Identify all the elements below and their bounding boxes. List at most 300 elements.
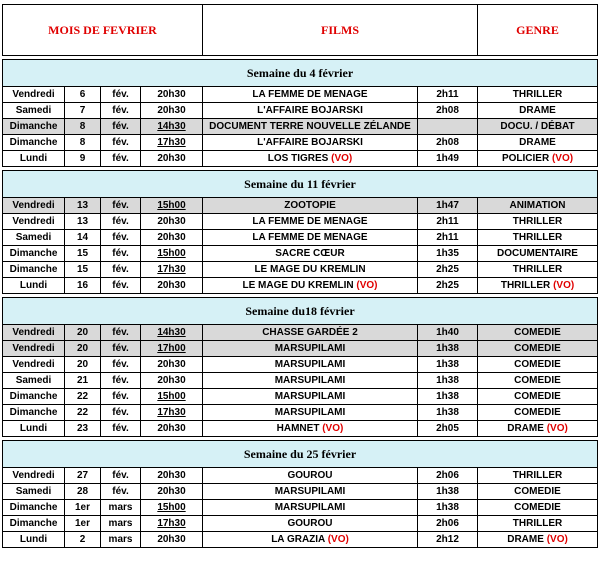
film-genre: COMEDIE xyxy=(514,390,561,402)
show-time: 15h00 xyxy=(157,501,186,513)
screening-row xyxy=(3,373,598,389)
duration-cell xyxy=(418,151,478,167)
time-cell xyxy=(141,262,203,278)
film-title: MARSUPILAMI xyxy=(274,406,346,418)
day-number: 15 xyxy=(76,263,89,275)
date-cell xyxy=(65,468,101,484)
duration-cell xyxy=(418,421,478,437)
film-title: CHASSE GARDÉE 2 xyxy=(262,326,358,338)
duration-cell xyxy=(418,341,478,357)
film-duration: 1h38 xyxy=(436,485,459,497)
film-duration: 2h12 xyxy=(436,533,459,545)
month-cell xyxy=(101,119,141,135)
day-name: Lundi xyxy=(19,422,48,434)
time-cell xyxy=(141,516,203,532)
month-cell xyxy=(101,373,141,389)
month-abbrev: fév. xyxy=(112,136,129,148)
time-cell xyxy=(141,151,203,167)
film-cell xyxy=(203,87,418,103)
day-name: Dimanche xyxy=(9,390,58,402)
film-genre: COMEDIE xyxy=(514,358,561,370)
genre-cell xyxy=(478,516,598,532)
screening-row xyxy=(3,262,598,278)
month-cell xyxy=(101,151,141,167)
film-title: LE MAGE DU KREMLIN xyxy=(254,263,366,275)
show-time: 17h00 xyxy=(157,342,186,354)
month-abbrev: fév. xyxy=(112,120,129,132)
day-number: 20 xyxy=(76,358,89,370)
time-cell xyxy=(141,468,203,484)
week-header-cell xyxy=(3,441,598,468)
screening-row xyxy=(3,119,598,135)
duration-cell xyxy=(418,405,478,421)
show-time: 14h30 xyxy=(157,120,186,132)
month-cell xyxy=(101,532,141,548)
month-abbrev: fév. xyxy=(112,390,129,402)
screening-row xyxy=(3,87,598,103)
screening-row xyxy=(3,532,598,548)
day-cell xyxy=(3,516,65,532)
film-cell xyxy=(203,325,418,341)
film-title: LE MAGE DU KREMLIN xyxy=(242,279,354,291)
day-name: Samedi xyxy=(15,485,52,497)
film-cell xyxy=(203,516,418,532)
duration-cell xyxy=(418,135,478,151)
film-cell xyxy=(203,214,418,230)
film-cell xyxy=(203,230,418,246)
date-cell xyxy=(65,246,101,262)
day-number: 13 xyxy=(76,215,89,227)
day-number: 22 xyxy=(76,406,89,418)
film-title: DOCUMENT TERRE NOUVELLE ZÉLANDE xyxy=(209,120,411,132)
day-cell xyxy=(3,135,65,151)
film-cell xyxy=(203,341,418,357)
month-cell xyxy=(101,516,141,532)
genre-cell xyxy=(478,357,598,373)
month-cell xyxy=(101,405,141,421)
duration-cell xyxy=(418,87,478,103)
time-cell xyxy=(141,230,203,246)
month-cell xyxy=(101,468,141,484)
date-cell xyxy=(65,214,101,230)
vo-badge: (VO) xyxy=(356,279,378,291)
film-genre: COMEDIE xyxy=(514,406,561,418)
day-number: 20 xyxy=(76,326,89,338)
month-abbrev: fév. xyxy=(112,231,129,243)
duration-cell xyxy=(418,468,478,484)
film-duration: 2h25 xyxy=(436,263,459,275)
genre-cell xyxy=(478,405,598,421)
film-cell xyxy=(203,151,418,167)
film-duration: 2h08 xyxy=(436,104,459,116)
show-time: 20h30 xyxy=(157,533,186,545)
film-title: MARSUPILAMI xyxy=(274,358,346,370)
screening-row xyxy=(3,325,598,341)
day-cell xyxy=(3,341,65,357)
day-number: 21 xyxy=(76,374,89,386)
day-cell xyxy=(3,421,65,437)
date-cell xyxy=(65,135,101,151)
day-number: 7 xyxy=(79,104,86,116)
month-cell xyxy=(101,262,141,278)
day-name: Dimanche xyxy=(9,406,58,418)
screening-row xyxy=(3,357,598,373)
week-header-cell xyxy=(3,298,598,325)
time-cell xyxy=(141,278,203,294)
day-cell xyxy=(3,373,65,389)
day-name: Dimanche xyxy=(9,501,58,513)
day-number: 13 xyxy=(76,199,89,211)
date-cell xyxy=(65,421,101,437)
date-cell xyxy=(65,230,101,246)
film-genre: COMEDIE xyxy=(514,501,561,513)
show-time: 20h30 xyxy=(157,231,186,243)
film-title: ZOOTOPIE xyxy=(284,199,336,211)
day-cell xyxy=(3,151,65,167)
film-genre: DOCUMENTAIRE xyxy=(497,247,578,259)
day-number: 1er xyxy=(74,517,90,529)
duration-cell xyxy=(418,278,478,294)
date-cell xyxy=(65,87,101,103)
film-cell xyxy=(203,405,418,421)
header-genre: GENRE xyxy=(516,23,559,37)
duration-cell xyxy=(418,500,478,516)
show-time: 17h30 xyxy=(157,136,186,148)
genre-cell xyxy=(478,532,598,548)
time-cell xyxy=(141,500,203,516)
time-cell xyxy=(141,341,203,357)
day-number: 8 xyxy=(79,136,86,148)
film-title: LA FEMME DE MENAGE xyxy=(252,88,368,100)
day-name: Lundi xyxy=(19,152,48,164)
film-cell xyxy=(203,389,418,405)
screening-row xyxy=(3,516,598,532)
genre-cell xyxy=(478,389,598,405)
month-abbrev: fév. xyxy=(112,104,129,116)
show-time: 15h00 xyxy=(157,247,186,259)
day-name: Vendredi xyxy=(12,199,55,211)
genre-cell xyxy=(478,262,598,278)
film-title: MARSUPILAMI xyxy=(274,485,346,497)
week-title: Semaine du 25 février xyxy=(243,446,357,461)
screening-row xyxy=(3,198,598,214)
month-abbrev: fév. xyxy=(112,199,129,211)
film-cell xyxy=(203,532,418,548)
month-abbrev: fév. xyxy=(112,279,129,291)
film-cell xyxy=(203,246,418,262)
duration-cell xyxy=(418,389,478,405)
week-header-cell xyxy=(3,171,598,198)
day-name: Vendredi xyxy=(12,215,55,227)
day-cell xyxy=(3,262,65,278)
month-cell xyxy=(101,198,141,214)
day-cell xyxy=(3,405,65,421)
show-time: 15h00 xyxy=(157,390,186,402)
header-genre-cell xyxy=(478,5,598,56)
month-abbrev: fév. xyxy=(112,342,129,354)
film-duration: 2h11 xyxy=(436,231,459,243)
film-title: SACRE CŒUR xyxy=(275,247,345,259)
day-cell xyxy=(3,214,65,230)
film-duration: 2h08 xyxy=(436,136,459,148)
genre-cell xyxy=(478,500,598,516)
day-number: 22 xyxy=(76,390,89,402)
day-name: Lundi xyxy=(19,279,48,291)
film-title: LOS TIGRES xyxy=(267,152,329,164)
film-genre: THRILLER xyxy=(512,469,563,481)
time-cell xyxy=(141,87,203,103)
date-cell xyxy=(65,373,101,389)
day-number: 2 xyxy=(79,533,86,545)
month-cell xyxy=(101,87,141,103)
time-cell xyxy=(141,119,203,135)
film-title: LA FEMME DE MENAGE xyxy=(252,215,368,227)
header-month: MOIS DE FEVRIER xyxy=(48,23,157,37)
show-time: 20h30 xyxy=(157,88,186,100)
date-cell xyxy=(65,516,101,532)
screening-row xyxy=(3,468,598,484)
genre-cell xyxy=(478,325,598,341)
film-title: HAMNET xyxy=(276,422,320,434)
month-abbrev: mars xyxy=(108,533,133,545)
screening-row xyxy=(3,421,598,437)
vo-badge: (VO) xyxy=(331,152,353,164)
film-cell xyxy=(203,119,418,135)
film-duration: 1h38 xyxy=(436,390,459,402)
day-name: Dimanche xyxy=(9,263,58,275)
time-cell xyxy=(141,532,203,548)
genre-cell xyxy=(478,230,598,246)
screening-row xyxy=(3,230,598,246)
film-duration: 1h38 xyxy=(436,342,459,354)
day-cell xyxy=(3,532,65,548)
day-name: Samedi xyxy=(15,104,52,116)
day-cell xyxy=(3,278,65,294)
duration-cell xyxy=(418,484,478,500)
screening-row xyxy=(3,151,598,167)
film-genre: THRILLER xyxy=(512,517,563,529)
day-number: 23 xyxy=(76,422,89,434)
day-name: Lundi xyxy=(19,533,48,545)
day-name: Samedi xyxy=(15,374,52,386)
screening-row xyxy=(3,405,598,421)
week-header-cell xyxy=(3,60,598,87)
screening-row xyxy=(3,246,598,262)
day-cell xyxy=(3,468,65,484)
genre-cell xyxy=(478,151,598,167)
header-films: FILMS xyxy=(321,23,360,37)
film-title: LA GRAZIA xyxy=(271,533,325,545)
genre-cell xyxy=(478,119,598,135)
duration-cell xyxy=(418,516,478,532)
programme-table xyxy=(2,4,598,548)
month-cell xyxy=(101,325,141,341)
day-name: Vendredi xyxy=(12,358,55,370)
film-genre: DRAME xyxy=(519,136,556,148)
month-cell xyxy=(101,214,141,230)
duration-cell xyxy=(418,357,478,373)
show-time: 14h30 xyxy=(157,326,186,338)
time-cell xyxy=(141,103,203,119)
duration-cell xyxy=(418,198,478,214)
date-cell xyxy=(65,484,101,500)
duration-cell xyxy=(418,230,478,246)
film-duration: 1h38 xyxy=(436,358,459,370)
genre-cell xyxy=(478,198,598,214)
day-number: 1er xyxy=(74,501,90,513)
month-cell xyxy=(101,484,141,500)
duration-cell xyxy=(418,103,478,119)
show-time: 17h30 xyxy=(157,517,186,529)
duration-cell xyxy=(418,119,478,135)
day-cell xyxy=(3,230,65,246)
date-cell xyxy=(65,405,101,421)
month-cell xyxy=(101,357,141,373)
film-genre: DRAME xyxy=(507,422,544,434)
vo-badge: (VO) xyxy=(322,422,344,434)
film-genre: THRILLER xyxy=(512,231,563,243)
date-cell xyxy=(65,500,101,516)
vo-badge: (VO) xyxy=(546,533,568,545)
show-time: 20h30 xyxy=(157,374,186,386)
film-title: MARSUPILAMI xyxy=(274,390,346,402)
genre-cell xyxy=(478,278,598,294)
month-abbrev: fév. xyxy=(112,263,129,275)
vo-badge: (VO) xyxy=(551,152,574,164)
screening-row xyxy=(3,103,598,119)
month-cell xyxy=(101,341,141,357)
film-genre: THRILLER xyxy=(512,215,563,227)
day-name: Dimanche xyxy=(9,517,58,529)
month-abbrev: fév. xyxy=(112,485,129,497)
time-cell xyxy=(141,357,203,373)
film-title: GOUROU xyxy=(287,517,333,529)
film-cell xyxy=(203,484,418,500)
day-number: 27 xyxy=(76,469,89,481)
genre-cell xyxy=(478,373,598,389)
film-cell xyxy=(203,373,418,389)
day-number: 20 xyxy=(76,342,89,354)
genre-cell xyxy=(478,87,598,103)
film-duration: 1h49 xyxy=(436,152,459,164)
month-abbrev: fév. xyxy=(112,422,129,434)
film-cell xyxy=(203,135,418,151)
film-genre: THRILLER xyxy=(512,88,563,100)
film-title: L'AFFAIRE BOJARSKI xyxy=(257,136,363,148)
genre-cell xyxy=(478,468,598,484)
film-duration: 2h06 xyxy=(436,517,459,529)
month-abbrev: fév. xyxy=(112,358,129,370)
day-number: 15 xyxy=(76,247,89,259)
screening-row xyxy=(3,389,598,405)
show-time: 20h30 xyxy=(157,215,186,227)
day-cell xyxy=(3,119,65,135)
film-genre: COMEDIE xyxy=(514,485,561,497)
film-duration: 2h05 xyxy=(436,422,459,434)
time-cell xyxy=(141,484,203,500)
film-cell xyxy=(203,198,418,214)
duration-cell xyxy=(418,246,478,262)
time-cell xyxy=(141,214,203,230)
date-cell xyxy=(65,103,101,119)
film-genre: ANIMATION xyxy=(509,199,566,211)
screening-row xyxy=(3,500,598,516)
week-header-row xyxy=(3,441,598,468)
date-cell xyxy=(65,262,101,278)
film-duration: 2h11 xyxy=(436,88,459,100)
time-cell xyxy=(141,373,203,389)
date-cell xyxy=(65,325,101,341)
date-cell xyxy=(65,389,101,405)
show-time: 20h30 xyxy=(157,104,186,116)
day-name: Vendredi xyxy=(12,469,55,481)
time-cell xyxy=(141,325,203,341)
film-duration: 1h35 xyxy=(436,247,459,259)
header-row xyxy=(3,5,598,56)
screening-row xyxy=(3,214,598,230)
show-time: 20h30 xyxy=(157,279,186,291)
time-cell xyxy=(141,421,203,437)
film-cell xyxy=(203,421,418,437)
film-genre: DRAME xyxy=(519,104,556,116)
time-cell xyxy=(141,405,203,421)
film-cell xyxy=(203,468,418,484)
film-duration: 1h47 xyxy=(436,199,459,211)
day-cell xyxy=(3,246,65,262)
date-cell xyxy=(65,341,101,357)
screening-row xyxy=(3,278,598,294)
day-name: Samedi xyxy=(15,231,52,243)
duration-cell xyxy=(418,325,478,341)
day-number: 14 xyxy=(76,231,89,243)
duration-cell xyxy=(418,214,478,230)
month-cell xyxy=(101,246,141,262)
film-duration: 1h38 xyxy=(436,374,459,386)
time-cell xyxy=(141,389,203,405)
show-time: 20h30 xyxy=(157,469,186,481)
month-abbrev: fév. xyxy=(112,374,129,386)
film-genre: COMEDIE xyxy=(514,326,561,338)
film-duration: 1h38 xyxy=(436,501,459,513)
day-name: Dimanche xyxy=(9,136,58,148)
day-name: Vendredi xyxy=(12,88,55,100)
show-time: 17h30 xyxy=(157,263,186,275)
week-title: Semaine du 4 février xyxy=(246,65,354,80)
genre-cell xyxy=(478,484,598,500)
month-cell xyxy=(101,278,141,294)
day-number: 8 xyxy=(79,120,86,132)
vo-badge: (VO) xyxy=(553,279,575,291)
film-genre: THRILLER xyxy=(512,263,563,275)
vo-badge: (VO) xyxy=(327,533,349,545)
film-title: MARSUPILAMI xyxy=(274,501,346,513)
film-genre: DRAME xyxy=(507,533,544,545)
film-title: LA FEMME DE MENAGE xyxy=(252,231,368,243)
week-title: Semaine du 11 février xyxy=(244,176,356,191)
day-name: Vendredi xyxy=(12,342,55,354)
month-abbrev: fév. xyxy=(112,406,129,418)
film-cell xyxy=(203,262,418,278)
vo-badge: (VO) xyxy=(546,422,568,434)
film-cell xyxy=(203,500,418,516)
day-number: 9 xyxy=(79,152,86,164)
film-title: MARSUPILAMI xyxy=(274,342,346,354)
genre-cell xyxy=(478,341,598,357)
film-title: MARSUPILAMI xyxy=(274,374,346,386)
genre-cell xyxy=(478,103,598,119)
day-cell xyxy=(3,357,65,373)
duration-cell xyxy=(418,532,478,548)
